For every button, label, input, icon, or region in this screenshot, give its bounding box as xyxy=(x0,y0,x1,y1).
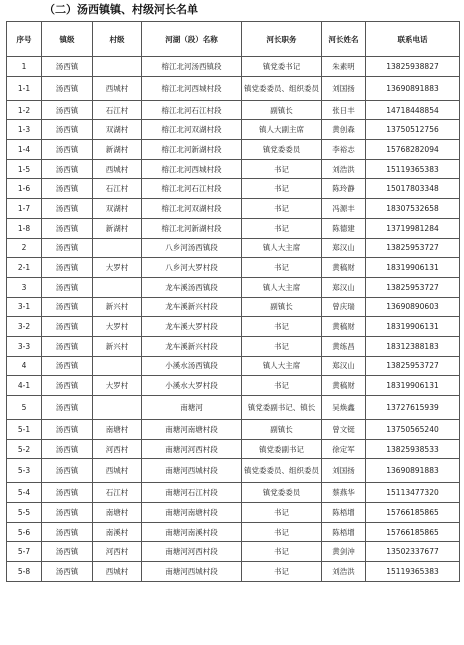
row-no: 5 xyxy=(7,396,42,420)
row-name: 刘浩洪 xyxy=(322,562,366,582)
row-position: 书记 xyxy=(242,376,322,396)
row-phone: 13727615939 xyxy=(366,396,460,420)
row-no: 5-5 xyxy=(7,503,42,523)
row-river: 榕江北河西城村段 xyxy=(142,159,242,179)
table-row xyxy=(7,317,460,337)
row-no: 4 xyxy=(7,356,42,376)
row-village xyxy=(93,396,142,420)
document-title: （二）汤西镇镇、村级河长名单 xyxy=(44,3,198,16)
row-phone: 13690891883 xyxy=(366,76,460,100)
row-river: 小溪水汤西镇段 xyxy=(142,356,242,376)
row-village: 石江村 xyxy=(93,483,142,503)
row-village xyxy=(93,356,142,376)
row-river: 南塘河石江村段 xyxy=(142,483,242,503)
row-village: 新湖村 xyxy=(93,140,142,160)
row-village: 河西村 xyxy=(93,439,142,459)
row-name: 郑汉山 xyxy=(322,356,366,376)
row-position: 镇党委委员、组织委员 xyxy=(242,76,322,100)
row-no: 1-7 xyxy=(7,199,42,219)
row-no: 5-1 xyxy=(7,420,42,440)
row-phone: 13719981284 xyxy=(366,218,460,238)
row-town: 汤西镇 xyxy=(42,297,93,317)
row-no: 2 xyxy=(7,238,42,258)
row-position: 书记 xyxy=(242,503,322,523)
table-row xyxy=(7,140,460,160)
row-phone: 18319906131 xyxy=(366,376,460,396)
row-village: 大罗村 xyxy=(93,376,142,396)
row-position: 副镇长 xyxy=(242,100,322,120)
row-village xyxy=(93,277,142,297)
row-no: 1-6 xyxy=(7,179,42,199)
table-row xyxy=(7,238,460,258)
row-phone: 15119365383 xyxy=(366,562,460,582)
row-phone: 18312388183 xyxy=(366,336,460,356)
row-position: 副镇长 xyxy=(242,420,322,440)
row-name: 徐定军 xyxy=(322,439,366,459)
row-phone: 15768282094 xyxy=(366,140,460,160)
row-river: 南塘河南塘村段 xyxy=(142,420,242,440)
row-name: 陈梧增 xyxy=(322,522,366,542)
row-village: 新兴村 xyxy=(93,297,142,317)
row-name: 黄稿财 xyxy=(322,258,366,278)
row-town: 汤西镇 xyxy=(42,277,93,297)
row-village: 西城村 xyxy=(93,562,142,582)
table-header-row xyxy=(7,22,460,57)
table-row xyxy=(7,522,460,542)
header-no: 序号 xyxy=(7,22,42,57)
header-river: 河湖（段）名称 xyxy=(142,22,242,57)
row-river: 榕江北河石江村段 xyxy=(142,100,242,120)
row-phone: 14718448854 xyxy=(366,100,460,120)
table-row xyxy=(7,542,460,562)
row-village: 南塘村 xyxy=(93,503,142,523)
row-town: 汤西镇 xyxy=(42,503,93,523)
row-river: 龙车溪大罗村段 xyxy=(142,317,242,337)
row-village: 石江村 xyxy=(93,179,142,199)
row-name: 刘国扬 xyxy=(322,459,366,483)
row-position: 镇党委书记 xyxy=(242,57,322,77)
table-row xyxy=(7,439,460,459)
row-village: 双湖村 xyxy=(93,199,142,219)
row-name: 郑汉山 xyxy=(322,238,366,258)
row-river: 榕江北河双湖村段 xyxy=(142,120,242,140)
row-no: 1-3 xyxy=(7,120,42,140)
row-no: 4-1 xyxy=(7,376,42,396)
row-phone: 13825938533 xyxy=(366,439,460,459)
row-no: 5-2 xyxy=(7,439,42,459)
table-body xyxy=(7,57,460,582)
row-position: 书记 xyxy=(242,179,322,199)
row-town: 汤西镇 xyxy=(42,140,93,160)
row-town: 汤西镇 xyxy=(42,459,93,483)
row-no: 2-1 xyxy=(7,258,42,278)
row-name: 张日丰 xyxy=(322,100,366,120)
header-town: 镇级 xyxy=(42,22,93,57)
row-position: 书记 xyxy=(242,317,322,337)
row-name: 吴焕鑫 xyxy=(322,396,366,420)
row-position: 镇党委副书记、镇长 xyxy=(242,396,322,420)
row-phone: 13825953727 xyxy=(366,277,460,297)
row-river: 南塘河 xyxy=(142,396,242,420)
row-phone: 13690890603 xyxy=(366,297,460,317)
row-position: 镇党委委员、组织委员 xyxy=(242,459,322,483)
table-row xyxy=(7,562,460,582)
row-name: 黄创森 xyxy=(322,120,366,140)
row-name: 黄稿财 xyxy=(322,317,366,337)
table-row xyxy=(7,277,460,297)
row-no: 5-8 xyxy=(7,562,42,582)
row-no: 5-7 xyxy=(7,542,42,562)
row-no: 1-2 xyxy=(7,100,42,120)
row-village xyxy=(93,238,142,258)
row-phone: 13502337677 xyxy=(366,542,460,562)
row-town: 汤西镇 xyxy=(42,317,93,337)
row-town: 汤西镇 xyxy=(42,542,93,562)
row-river: 八乡河大罗村段 xyxy=(142,258,242,278)
row-river: 龙车溪新兴村段 xyxy=(142,336,242,356)
row-phone: 13690891883 xyxy=(366,459,460,483)
row-village xyxy=(93,57,142,77)
row-town: 汤西镇 xyxy=(42,100,93,120)
table-row xyxy=(7,483,460,503)
header-position: 河长职务 xyxy=(242,22,322,57)
row-name: 陈梧增 xyxy=(322,503,366,523)
row-position: 镇人大副主席 xyxy=(242,120,322,140)
row-town: 汤西镇 xyxy=(42,258,93,278)
row-town: 汤西镇 xyxy=(42,120,93,140)
row-river: 榕江北河新湖村段 xyxy=(142,140,242,160)
row-town: 汤西镇 xyxy=(42,238,93,258)
row-no: 1-1 xyxy=(7,76,42,100)
row-name: 刘国扬 xyxy=(322,76,366,100)
row-river: 南塘河西城村段 xyxy=(142,459,242,483)
row-no: 1 xyxy=(7,57,42,77)
row-phone: 13750565240 xyxy=(366,420,460,440)
row-village: 新湖村 xyxy=(93,218,142,238)
table-row xyxy=(7,100,460,120)
header-name: 河长姓名 xyxy=(322,22,366,57)
row-position: 书记 xyxy=(242,159,322,179)
row-name: 朱素明 xyxy=(322,57,366,77)
row-village: 西城村 xyxy=(93,76,142,100)
row-position: 镇党委委员 xyxy=(242,483,322,503)
row-village: 新兴村 xyxy=(93,336,142,356)
row-name: 黄练昌 xyxy=(322,336,366,356)
row-position: 书记 xyxy=(242,336,322,356)
table-row xyxy=(7,459,460,483)
row-village: 大罗村 xyxy=(93,317,142,337)
table-row xyxy=(7,420,460,440)
row-phone: 13825953727 xyxy=(366,238,460,258)
row-name: 黄剑沖 xyxy=(322,542,366,562)
row-town: 汤西镇 xyxy=(42,522,93,542)
table-row xyxy=(7,120,460,140)
row-town: 汤西镇 xyxy=(42,199,93,219)
table-row xyxy=(7,199,460,219)
row-town: 汤西镇 xyxy=(42,376,93,396)
row-village: 大罗村 xyxy=(93,258,142,278)
row-village: 南塘村 xyxy=(93,420,142,440)
table-row xyxy=(7,179,460,199)
row-position: 书记 xyxy=(242,218,322,238)
row-phone: 18307532658 xyxy=(366,199,460,219)
row-river: 南塘河河西村段 xyxy=(142,542,242,562)
row-town: 汤西镇 xyxy=(42,218,93,238)
row-town: 汤西镇 xyxy=(42,159,93,179)
row-phone: 15119365383 xyxy=(366,159,460,179)
row-no: 5-4 xyxy=(7,483,42,503)
table-row xyxy=(7,258,460,278)
table-row xyxy=(7,376,460,396)
row-village: 河西村 xyxy=(93,542,142,562)
row-no: 5-6 xyxy=(7,522,42,542)
row-position: 镇党委委员 xyxy=(242,140,322,160)
row-no: 1-4 xyxy=(7,140,42,160)
row-position: 书记 xyxy=(242,522,322,542)
row-river: 南塘河西城村段 xyxy=(142,562,242,582)
row-name: 曾庆瑞 xyxy=(322,297,366,317)
row-name: 曾文铤 xyxy=(322,420,366,440)
table-row xyxy=(7,57,460,77)
row-river: 小溪水大罗村段 xyxy=(142,376,242,396)
table-row xyxy=(7,336,460,356)
row-phone: 18319906131 xyxy=(366,258,460,278)
row-name: 陈德建 xyxy=(322,218,366,238)
row-no: 1-5 xyxy=(7,159,42,179)
row-river: 龙车溪新兴村段 xyxy=(142,297,242,317)
row-position: 书记 xyxy=(242,542,322,562)
table-row xyxy=(7,297,460,317)
row-name: 蔡燕华 xyxy=(322,483,366,503)
row-village: 西城村 xyxy=(93,459,142,483)
row-no: 3-3 xyxy=(7,336,42,356)
row-river: 榕江北河西城村段 xyxy=(142,76,242,100)
row-phone: 15017803348 xyxy=(366,179,460,199)
row-position: 镇人大主席 xyxy=(242,277,322,297)
row-no: 3-1 xyxy=(7,297,42,317)
row-phone: 13825953727 xyxy=(366,356,460,376)
row-town: 汤西镇 xyxy=(42,57,93,77)
row-name: 李裕志 xyxy=(322,140,366,160)
row-name: 郑汉山 xyxy=(322,277,366,297)
row-position: 书记 xyxy=(242,258,322,278)
row-phone: 15766185865 xyxy=(366,522,460,542)
row-town: 汤西镇 xyxy=(42,336,93,356)
row-name: 黄稿财 xyxy=(322,376,366,396)
row-no: 1-8 xyxy=(7,218,42,238)
row-position: 书记 xyxy=(242,199,322,219)
table-row xyxy=(7,396,460,420)
row-town: 汤西镇 xyxy=(42,562,93,582)
row-river: 南塘河河西村段 xyxy=(142,439,242,459)
row-phone: 18319906131 xyxy=(366,317,460,337)
row-village: 南溪村 xyxy=(93,522,142,542)
row-river: 南塘河南塘村段 xyxy=(142,503,242,523)
row-town: 汤西镇 xyxy=(42,396,93,420)
row-no: 3-2 xyxy=(7,317,42,337)
row-town: 汤西镇 xyxy=(42,420,93,440)
header-phone: 联系电话 xyxy=(366,22,460,57)
row-town: 汤西镇 xyxy=(42,76,93,100)
row-river: 榕江北河汤西镇段 xyxy=(142,57,242,77)
row-position: 镇人大主席 xyxy=(242,356,322,376)
river-chief-table xyxy=(6,21,460,582)
table-row xyxy=(7,76,460,100)
row-town: 汤西镇 xyxy=(42,179,93,199)
row-village: 西城村 xyxy=(93,159,142,179)
row-position: 书记 xyxy=(242,562,322,582)
row-phone: 13825938827 xyxy=(366,57,460,77)
row-village: 石江村 xyxy=(93,100,142,120)
table-row xyxy=(7,218,460,238)
row-river: 八乡河汤西镇段 xyxy=(142,238,242,258)
row-no: 3 xyxy=(7,277,42,297)
row-phone: 15766185865 xyxy=(366,503,460,523)
row-village: 双湖村 xyxy=(93,120,142,140)
row-name: 陈玲静 xyxy=(322,179,366,199)
row-phone: 13750512756 xyxy=(366,120,460,140)
row-town: 汤西镇 xyxy=(42,356,93,376)
row-river: 榕江北河石江村段 xyxy=(142,179,242,199)
row-town: 汤西镇 xyxy=(42,483,93,503)
row-river: 榕江北河新湖村段 xyxy=(142,218,242,238)
row-river: 南塘河南溪村段 xyxy=(142,522,242,542)
table-row xyxy=(7,356,460,376)
row-position: 镇人大主席 xyxy=(242,238,322,258)
row-position: 镇党委副书记 xyxy=(242,439,322,459)
row-name: 冯源丰 xyxy=(322,199,366,219)
row-river: 龙车溪汤西镇段 xyxy=(142,277,242,297)
header-village: 村级 xyxy=(93,22,142,57)
row-no: 5-3 xyxy=(7,459,42,483)
table-row xyxy=(7,159,460,179)
row-name: 刘浩洪 xyxy=(322,159,366,179)
row-town: 汤西镇 xyxy=(42,439,93,459)
row-position: 副镇长 xyxy=(242,297,322,317)
row-river: 榕江北河双湖村段 xyxy=(142,199,242,219)
row-phone: 15113477320 xyxy=(366,483,460,503)
table-row xyxy=(7,503,460,523)
